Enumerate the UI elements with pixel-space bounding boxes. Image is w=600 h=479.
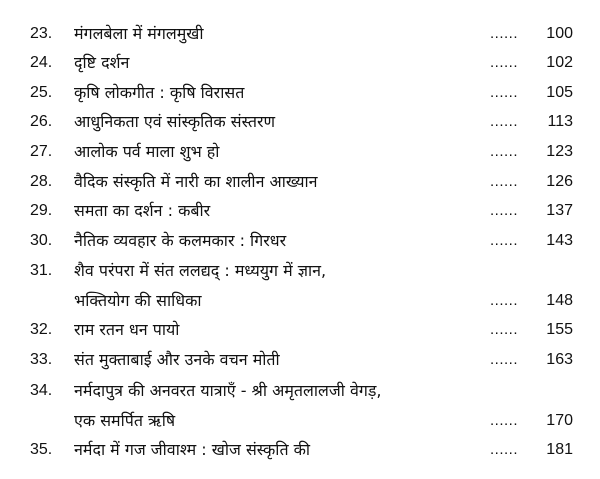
- entry-number: 30.: [30, 232, 53, 249]
- entry-number: 29.: [30, 202, 53, 219]
- dot-leader: ......: [490, 412, 519, 429]
- entry-title-continued: भक्तियोग की साधिका: [74, 291, 202, 310]
- entry-number: 25.: [30, 84, 53, 101]
- entry-number: 34.: [30, 382, 53, 399]
- entry-title: आलोक पर्व माला शुभ हो: [74, 142, 220, 161]
- page-number: 102: [546, 54, 573, 71]
- page-number: 148: [546, 292, 573, 309]
- entry-title: नर्मदापुत्र की अनवरत यात्राएँ - श्री अमृतलालजी वेगड़,: [74, 381, 382, 400]
- dot-leader: ......: [490, 232, 519, 249]
- page-number: 100: [546, 25, 573, 42]
- entry-number: 33.: [30, 351, 53, 368]
- entry-title: नैतिक व्यवहार के कलमकार : गिरधर: [74, 231, 287, 250]
- dot-leader: ......: [490, 143, 519, 160]
- entry-title: समता का दर्शन : कबीर: [74, 201, 211, 220]
- dot-leader: ......: [490, 25, 519, 42]
- entry-title: संत मुक्ताबाई और उनके वचन मोती: [74, 350, 280, 369]
- entry-title-continued: एक समर्पित ऋषि: [74, 411, 176, 430]
- entry-number: 24.: [30, 54, 53, 71]
- entry-title: कृषि लोकगीत : कृषि विरासत: [74, 83, 245, 102]
- entry-number: 27.: [30, 143, 53, 160]
- page-number: 170: [546, 412, 573, 429]
- page-number: 155: [546, 321, 573, 338]
- entry-title: आधुनिकता एवं सांस्कृतिक संस्तरण: [74, 112, 276, 131]
- dot-leader: ......: [490, 292, 519, 309]
- dot-leader: ......: [490, 202, 519, 219]
- page-number: 123: [546, 143, 573, 160]
- dot-leader: ......: [490, 441, 519, 458]
- page-number: 113: [547, 113, 573, 130]
- dot-leader: ......: [490, 173, 519, 190]
- entry-title: राम रतन धन पायो: [74, 320, 180, 339]
- entry-number: 31.: [30, 262, 53, 279]
- page-number: 143: [546, 232, 573, 249]
- page-number: 163: [546, 351, 573, 368]
- dot-leader: ......: [490, 351, 519, 368]
- entry-title: शैव परंपरा में संत ललद्यद् : मध्ययुग में ज्ञान,: [74, 261, 327, 280]
- entry-number: 28.: [30, 173, 53, 190]
- entry-title: नर्मदा में गज जीवाश्म : खोज संस्कृति की: [74, 440, 311, 459]
- entry-title: दृष्टि दर्शन: [74, 53, 130, 72]
- entry-title: वैदिक संस्कृति में नारी का शालीन आख्यान: [74, 172, 318, 191]
- dot-leader: ......: [490, 113, 519, 130]
- page-number: 126: [546, 173, 573, 190]
- entry-number: 32.: [30, 321, 53, 338]
- page-number: 137: [546, 202, 573, 219]
- entry-number: 26.: [30, 113, 53, 130]
- page-number: 181: [546, 441, 573, 458]
- entry-title: मंगलबेला में मंगलमुखी: [74, 24, 204, 43]
- dot-leader: ......: [490, 84, 519, 101]
- dot-leader: ......: [490, 54, 519, 71]
- entry-number: 35.: [30, 441, 53, 458]
- dot-leader: ......: [490, 321, 519, 338]
- page-number: 105: [546, 84, 573, 101]
- entry-number: 23.: [30, 25, 53, 42]
